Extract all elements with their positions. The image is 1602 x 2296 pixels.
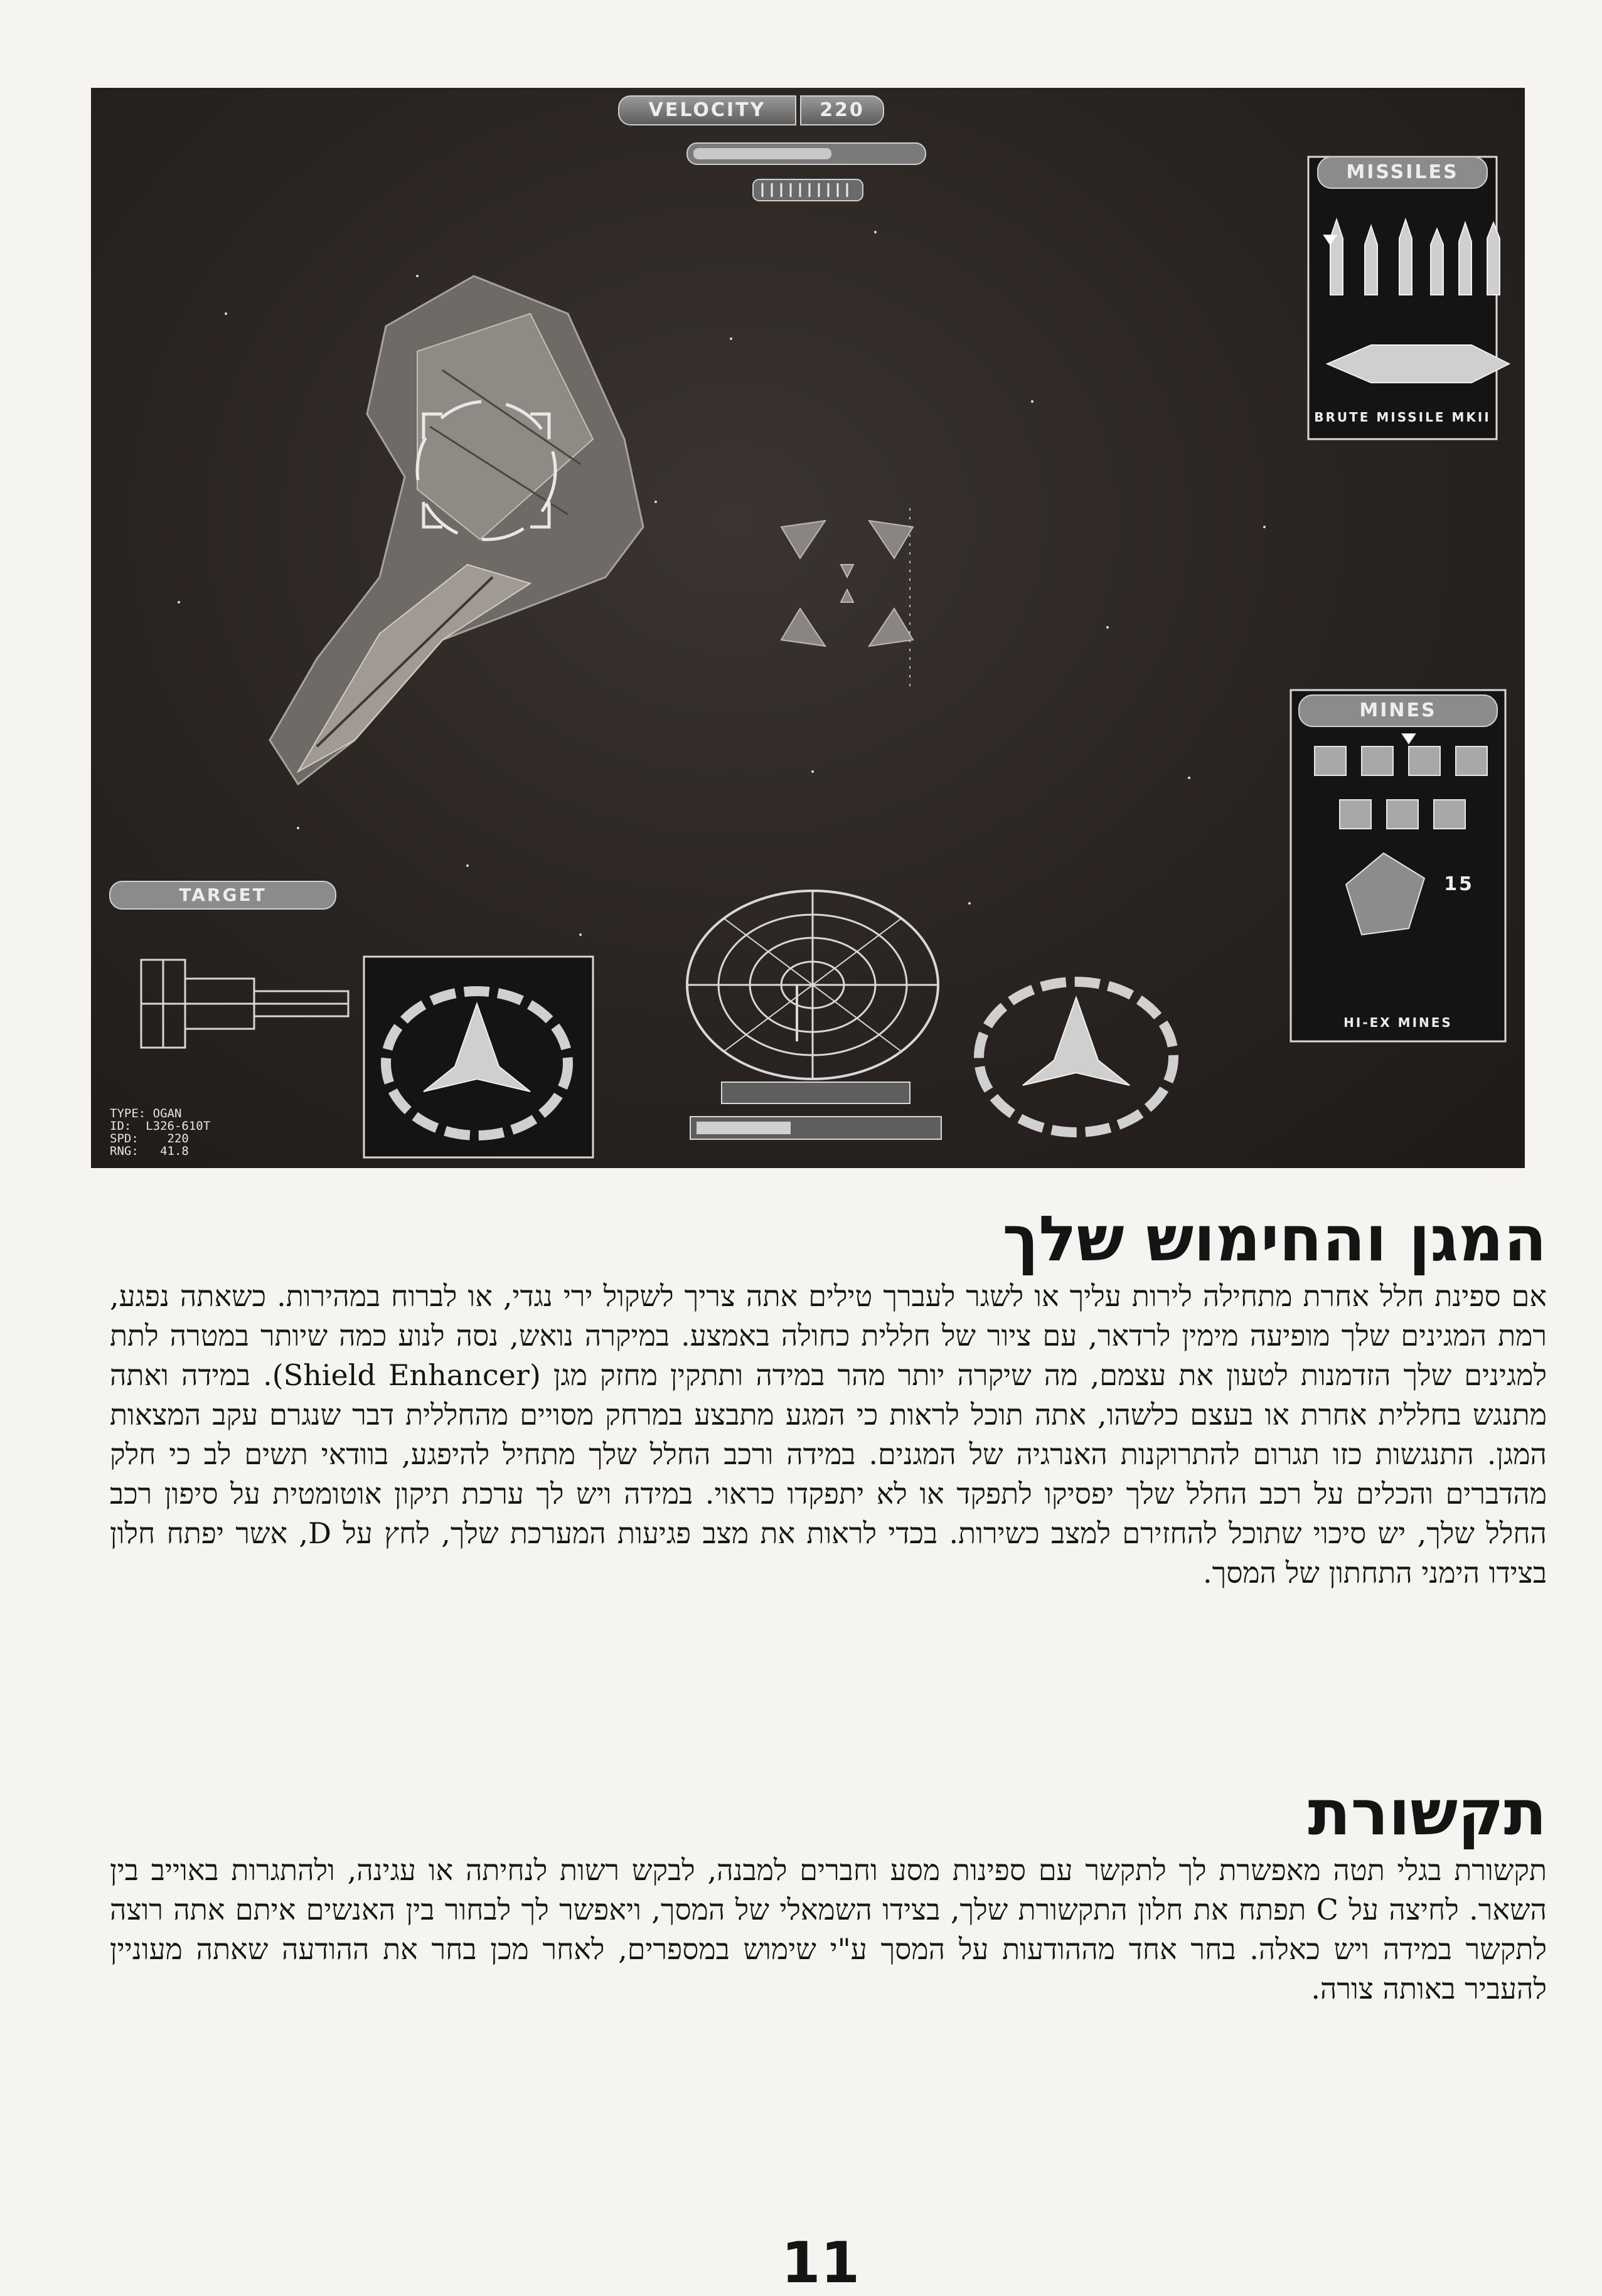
mines-label: MINES	[1359, 699, 1437, 721]
crosshair	[781, 508, 913, 690]
missiles-label: MISSILES	[1346, 161, 1459, 183]
target-label: TARGET	[179, 885, 267, 905]
scene-graphics	[91, 88, 1525, 1168]
target-info	[110, 1107, 210, 1157]
mine-count: 15	[1444, 873, 1474, 895]
velocity-label: VELOCITY	[618, 95, 796, 125]
target-type: TYPE: OGAN	[110, 1107, 182, 1120]
missile-name: BRUTE MISSILE MKII	[1314, 410, 1491, 425]
page-number: 11	[781, 2230, 860, 2296]
mine-name: HI-EX MINES	[1343, 1015, 1453, 1030]
section-shields-weapons	[110, 1201, 1547, 1593]
mine-icons	[1291, 690, 1505, 1041]
target-speed: SPD: 220	[110, 1132, 189, 1145]
section-body: אם ספינת חלל אחרת מתחילה לירות עליך או לשגר לעברך טילים אתה צריך לשקול ירי נגדי, או לברוח במהירות. כשאתה נפגע, רמת המגינים שלך מופיעה מימין לרדאר, עם ציור של חללית כחולה באמצע. במיקרה נואש, נסה לנוע כמה שיותר במטרה לתת למגינים שלך הזדמנות לטעון את עצמם, מה שיקרה יותר מהר במידה ותתקין מחזק מגן (Shield Enhancer). במידה ואתה מתנגש בחללית אחרת או בעצם כלשהו, אתה תוכל לראות כי המגע מתבצע במרחק מסויים מהחללית דבר שנגרם עקב המצאות המגן. התנגשות כזו תגרום להתרוקנות האנרגיה של המגנים. במידה ורכב החלל שלך מתחיל להיפגע, בוודאי תשים לב כי חלק מהדברים והכלים על רכב החלל שלך יפסיקו לתפקד או לא יתפקדו כראוי. במידה ויש לך ערכת תיקון אוטומטית על סיפון רכב החלל שלך, יש סיכוי שתוכל להחזירם למצב כשירות. בכדי לראות את מצב פגיעות המערכת שלך, לחץ על D, אשר יפתח חלון בצידו הימני התחתון של המסך.	[110, 1279, 1547, 1590]
section-body: תקשורת בגלי תטה מאפשרת לך לתקשר עם ספינות מסע וחברים למבנה, לבקש רשות לנחיתה או עגינה, ולהתגרות באוייב בין השאר. לחיצה על C תפתח את חלון התקשורת שלך, בצידו השמאלי של המסך, ויאפשר לך לבחור בין האנשים איתם אתה רוצה לתקשר במידה ויש כאלה. בחר אחד מההודעות על המסך ע"י שימוש במספרים, לאחר מכן בחר את ההודעה שאתה מעוניין להעביר באותה צורה.	[110, 1853, 1547, 2006]
section-heading: המגן והחימוש שלך	[1002, 1202, 1547, 1275]
enemy-ship	[270, 276, 643, 784]
game-screenshot	[91, 88, 1525, 1168]
target-range: RNG: 41.8	[110, 1144, 189, 1158]
section-communications	[110, 1775, 1547, 2009]
right-shield-display	[979, 982, 1173, 1132]
stars	[178, 231, 1266, 936]
left-shield-display	[364, 957, 593, 1157]
target-id: ID: L326-610T	[110, 1119, 211, 1133]
velocity-value: 220	[800, 95, 884, 125]
section-heading: תקשורת	[1308, 1776, 1547, 1849]
missile-icons	[1308, 157, 1509, 439]
radar-display	[687, 891, 941, 1139]
